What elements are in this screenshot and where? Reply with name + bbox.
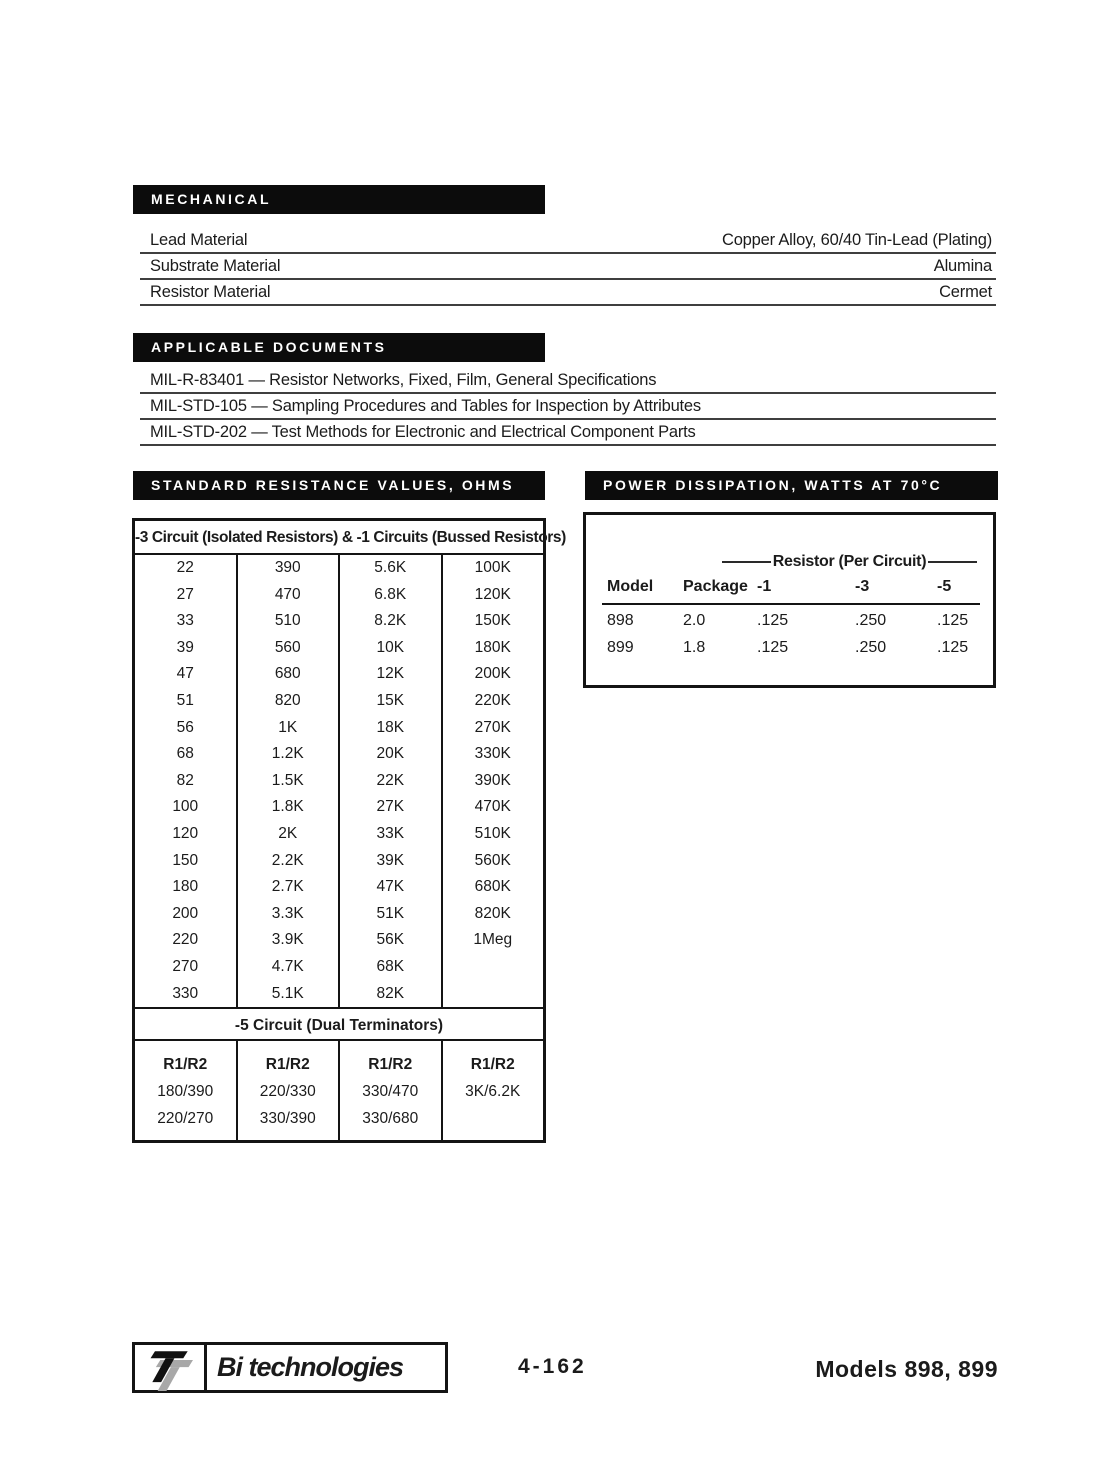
resistance-value: 18K bbox=[376, 718, 405, 736]
resistance-value: 270 bbox=[172, 957, 199, 975]
resistance-value: 15K bbox=[376, 691, 405, 709]
dual-column-1 bbox=[135, 1041, 238, 1140]
resistance-value: 22K bbox=[376, 771, 405, 789]
resistance-value: 1K bbox=[278, 718, 298, 736]
resistance-value: 120 bbox=[172, 824, 199, 842]
resistance-table-header: -3 Circuit (Isolated Resistors) & -1 Circuits (Bussed Resistors) bbox=[135, 521, 543, 555]
group-header-label: Resistor (Per Circuit) bbox=[772, 553, 927, 570]
dual-column-4 bbox=[443, 1041, 544, 1140]
resistance-value: 180K bbox=[474, 638, 511, 656]
cell-watts-5: .125 bbox=[937, 612, 969, 629]
power-group-header bbox=[722, 551, 977, 573]
resistance-value: 56K bbox=[376, 931, 405, 949]
power-table-column-headers bbox=[607, 575, 977, 599]
dual-column-2 bbox=[238, 1041, 341, 1140]
resistance-value: 680K bbox=[474, 878, 511, 896]
dual-column-header: R1/R2 bbox=[265, 1056, 310, 1074]
footer-logo-box bbox=[132, 1342, 448, 1393]
resistance-column-3 bbox=[340, 555, 443, 1007]
resistance-value: 1.5K bbox=[271, 771, 304, 789]
spec-row-lead-material bbox=[140, 228, 996, 254]
dual-column-header: R1/R2 bbox=[470, 1056, 515, 1074]
resistance-value: 560 bbox=[274, 638, 301, 656]
document-item: MIL-STD-202 — Test Methods for Electronic and Electrical Component Parts bbox=[140, 420, 996, 446]
cell-watts-5: .125 bbox=[937, 639, 969, 656]
dual-value: 220/330 bbox=[259, 1083, 316, 1101]
cell-watts-1: .125 bbox=[757, 612, 789, 629]
resistance-value: 22 bbox=[176, 559, 194, 576]
resistance-column-1 bbox=[135, 555, 238, 1007]
spec-row-resistor-material bbox=[140, 280, 996, 306]
dual-value: 330/390 bbox=[259, 1110, 316, 1128]
resistance-value: 33 bbox=[176, 612, 194, 630]
dual-column-header: R1/R2 bbox=[368, 1056, 413, 1074]
resistance-value: 510K bbox=[474, 824, 511, 842]
resistance-value: 82K bbox=[376, 984, 405, 1002]
cell-model: 898 bbox=[607, 612, 634, 629]
resistance-column-4 bbox=[443, 555, 544, 1007]
dual-value: 330/680 bbox=[362, 1110, 419, 1128]
resistance-value: 150K bbox=[474, 612, 511, 630]
resistance-value: 2.7K bbox=[271, 878, 304, 896]
resistance-value: 200K bbox=[474, 665, 511, 683]
group-header-rule-right bbox=[928, 561, 977, 563]
spec-label: Lead Material bbox=[150, 231, 248, 249]
resistance-column-2 bbox=[238, 555, 341, 1007]
dual-value: 330/470 bbox=[362, 1083, 419, 1101]
resistance-value: 33K bbox=[376, 824, 405, 842]
brand-logo-text: Bi technologies bbox=[217, 1352, 404, 1382]
resistance-value: 20K bbox=[376, 745, 405, 763]
resistance-value bbox=[443, 981, 544, 1008]
document-item: MIL-R-83401 — Resistor Networks, Fixed, Film, General Specifications bbox=[140, 368, 996, 394]
resistance-value: 220 bbox=[172, 931, 199, 949]
resistance-value: 470K bbox=[474, 798, 511, 816]
resistance-value: 220K bbox=[474, 691, 511, 709]
column-header: -1 bbox=[757, 578, 772, 595]
dual-value bbox=[443, 1105, 544, 1132]
column-header: Model bbox=[607, 578, 654, 595]
resistance-value: 330K bbox=[474, 745, 511, 763]
resistance-value: 51K bbox=[376, 904, 405, 922]
resistance-value: 5.6K bbox=[374, 559, 407, 576]
section-header-mechanical: MECHANICAL bbox=[133, 185, 545, 214]
resistance-value: 470 bbox=[274, 585, 301, 603]
cell-model: 899 bbox=[607, 639, 634, 656]
resistance-value: 39 bbox=[176, 638, 194, 656]
resistance-value: 560K bbox=[474, 851, 511, 869]
resistance-value: 270K bbox=[474, 718, 511, 736]
resistance-value: 47 bbox=[176, 665, 194, 683]
cell-watts-1: .125 bbox=[757, 639, 789, 656]
resistance-value: 180 bbox=[172, 878, 199, 896]
applicable-documents-list bbox=[140, 368, 996, 446]
resistance-value: 390K bbox=[474, 771, 511, 789]
dual-value: 180/390 bbox=[157, 1083, 214, 1101]
spec-value: Cermet bbox=[939, 283, 992, 301]
spec-value: Copper Alloy, 60/40 Tin-Lead (Plating) bbox=[721, 231, 992, 249]
cell-package: 1.8 bbox=[683, 639, 706, 656]
dual-column-3 bbox=[340, 1041, 443, 1140]
resistance-value: 8.2K bbox=[374, 612, 407, 630]
dual-column-header: R1/R2 bbox=[163, 1056, 208, 1074]
document-item: MIL-STD-105 — Sampling Procedures and Tables for Inspection by Attributes bbox=[140, 394, 996, 420]
resistance-value: 150 bbox=[172, 851, 199, 869]
resistance-value: 390 bbox=[274, 559, 301, 576]
resistance-value: 39K bbox=[376, 851, 405, 869]
resistance-value: 27K bbox=[376, 798, 405, 816]
group-header-rule-left bbox=[722, 561, 771, 563]
resistance-value: 68K bbox=[376, 957, 405, 975]
resistance-value: 5.1K bbox=[271, 984, 304, 1002]
cell-watts-3: .250 bbox=[855, 612, 887, 629]
power-header-rule bbox=[602, 603, 980, 605]
resistance-value: 47K bbox=[376, 878, 405, 896]
resistance-value: 820 bbox=[274, 691, 301, 709]
resistance-value: 1Meg bbox=[473, 931, 513, 949]
spec-row-substrate-material bbox=[140, 254, 996, 280]
spec-label: Resistor Material bbox=[150, 283, 271, 301]
spec-value: Alumina bbox=[933, 257, 992, 275]
resistance-values-table bbox=[132, 518, 566, 1143]
resistance-value: 51 bbox=[176, 691, 194, 709]
resistance-value: 1.2K bbox=[271, 745, 304, 763]
cell-package: 2.0 bbox=[683, 612, 706, 629]
resistance-value: 82 bbox=[176, 771, 194, 789]
resistance-value: 200 bbox=[172, 904, 199, 922]
resistance-value bbox=[443, 954, 544, 981]
dual-terminator-header: -5 Circuit (Dual Terminators) bbox=[135, 1007, 543, 1041]
dual-value: 220/270 bbox=[157, 1110, 214, 1128]
resistance-value: 820K bbox=[474, 904, 511, 922]
resistance-value: 330 bbox=[172, 984, 199, 1002]
resistance-value: 510 bbox=[274, 612, 301, 630]
resistance-value: 6.8K bbox=[374, 585, 407, 603]
resistance-value: 120K bbox=[474, 585, 511, 603]
section-header-standard-resistance: STANDARD RESISTANCE VALUES, OHMS bbox=[133, 471, 545, 500]
power-dissipation-table bbox=[583, 512, 996, 688]
footer-models-label: Models 898, 899 bbox=[815, 1356, 998, 1382]
power-table-row bbox=[607, 636, 977, 660]
resistance-value: 3.9K bbox=[271, 931, 304, 949]
column-header: -5 bbox=[937, 578, 952, 595]
resistance-value: 100 bbox=[172, 798, 199, 816]
spec-label: Substrate Material bbox=[150, 257, 281, 275]
resistance-value: 10K bbox=[376, 638, 405, 656]
resistance-value: 100K bbox=[474, 559, 511, 576]
power-table-row bbox=[607, 609, 977, 633]
tt-logo-icon bbox=[135, 1345, 207, 1390]
dual-value: 3K/6.2K bbox=[465, 1083, 521, 1101]
resistance-value: 3.3K bbox=[271, 904, 304, 922]
dual-terminator-grid bbox=[135, 1041, 543, 1140]
resistance-value: 2.2K bbox=[271, 851, 304, 869]
section-header-power-dissipation: POWER DISSIPATION, WATTS AT 70°C bbox=[585, 471, 998, 500]
resistance-value: 680 bbox=[274, 665, 301, 683]
page-number: 4-162 bbox=[518, 1355, 587, 1378]
mechanical-spec-rows bbox=[140, 228, 996, 306]
section-header-applicable-documents: APPLICABLE DOCUMENTS bbox=[133, 333, 545, 362]
resistance-value: 12K bbox=[376, 665, 405, 683]
column-header: Package bbox=[683, 578, 748, 595]
resistance-value: 27 bbox=[176, 585, 194, 603]
resistance-value: 4.7K bbox=[271, 957, 304, 975]
resistance-value: 2K bbox=[278, 824, 298, 842]
resistance-value: 1.8K bbox=[271, 798, 304, 816]
resistance-value: 68 bbox=[176, 745, 194, 763]
cell-watts-3: .250 bbox=[855, 639, 887, 656]
resistance-grid bbox=[135, 555, 543, 1007]
resistance-value: 56 bbox=[176, 718, 194, 736]
column-header: -3 bbox=[855, 578, 870, 595]
